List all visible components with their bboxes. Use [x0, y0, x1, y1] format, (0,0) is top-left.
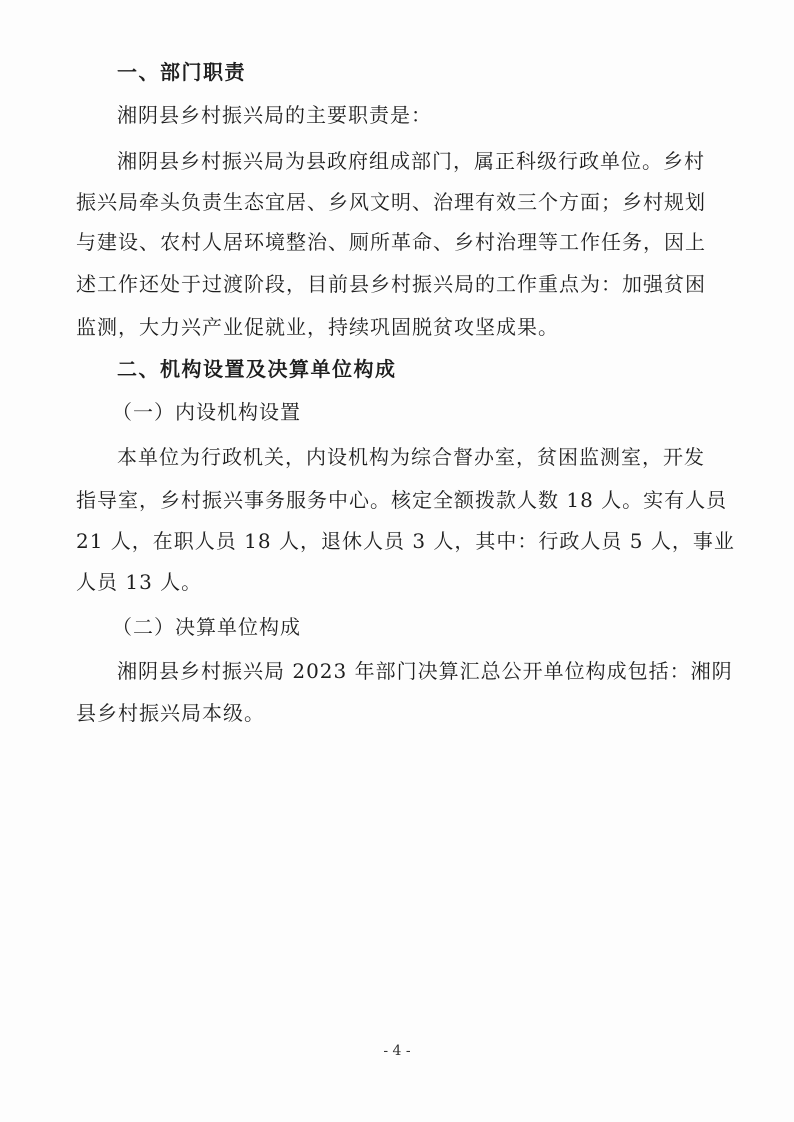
duties-paragraph-line: 述工作还处于过渡阶段，目前县乡村振兴局的工作重点为：加强贫困	[76, 272, 706, 296]
structure-paragraph-line: 指导室，乡村振兴事务服务中心。核定全额拨款人数 18 人。实有人员	[76, 488, 728, 512]
section-heading-duties: 一、部门职责	[117, 60, 246, 84]
subsection-title-budget-units: （二）决算单位构成	[112, 615, 301, 639]
duties-intro: 湘阴县乡村振兴局的主要职责是：	[117, 103, 432, 127]
structure-paragraph-line: 人员 13 人。	[76, 570, 203, 594]
budget-units-paragraph-line: 湘阴县乡村振兴局 2023 年部门决算汇总公开单位构成包括：湘阴	[117, 659, 733, 683]
structure-paragraph-line: 21 人，在职人员 18 人，退休人员 3 人，其中：行政人员 5 人，事业	[76, 529, 735, 553]
duties-paragraph-line: 与建设、农村人居环境整治、厕所革命、乡村治理等工作任务，因上	[76, 230, 706, 254]
subsection-title-internal-structure: （一）内设机构设置	[112, 400, 301, 424]
structure-paragraph-line: 本单位为行政机关，内设机构为综合督办室，贫困监测室，开发	[117, 445, 705, 469]
duties-paragraph-line: 监测，大力兴产业促就业，持续巩固脱贫攻坚成果。	[76, 315, 559, 339]
duties-paragraph-line: 湘阴县乡村振兴局为县政府组成部门，属正科级行政单位。乡村	[117, 149, 705, 173]
section-heading-organization: 二、机构设置及决算单位构成	[117, 357, 397, 381]
budget-units-paragraph-line: 县乡村振兴局本级。	[76, 701, 265, 725]
duties-paragraph-line: 振兴局牵头负责生态宜居、乡风文明、治理有效三个方面；乡村规划	[76, 190, 706, 214]
page-number: - 4 -	[383, 1043, 411, 1059]
